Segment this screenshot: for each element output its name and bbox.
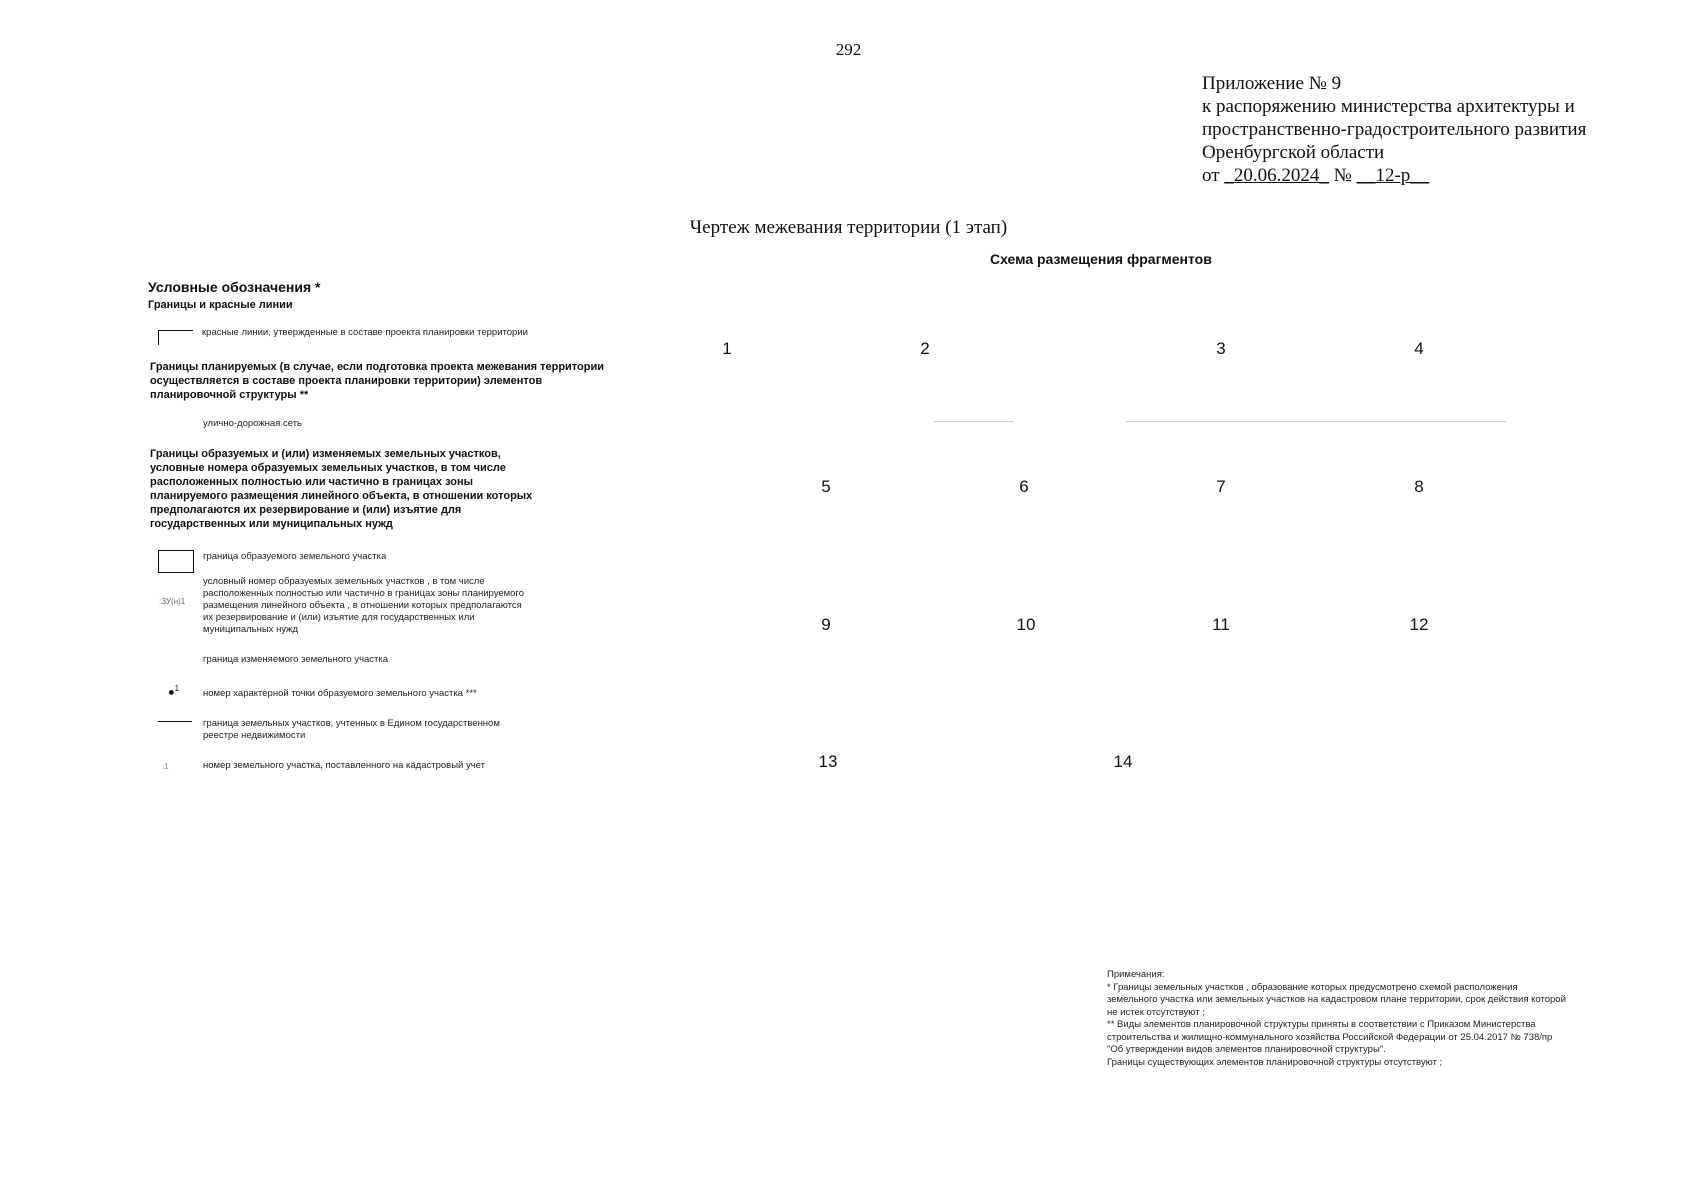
formed-parcel-label: граница образуемого земельного участка bbox=[203, 551, 387, 562]
red-lines-symbol bbox=[158, 330, 193, 345]
point-number-label: номер характерной точки образуемого земельного участка *** bbox=[203, 688, 477, 699]
scheme-title: Схема размещения фрагментов bbox=[990, 251, 1212, 267]
appendix-line2: к распоряжению министерства архитектуры и bbox=[1202, 96, 1575, 117]
number-prefix: № bbox=[1333, 165, 1352, 186]
changed-parcel-label: граница изменяемого земельного участка bbox=[203, 654, 389, 665]
conditional-number-symbol: :ЗУ(н)1 bbox=[159, 597, 186, 606]
fragment-14: 14 bbox=[1113, 752, 1133, 771]
notes-block bbox=[1107, 969, 1567, 1069]
fragment-1: 1 bbox=[722, 339, 732, 358]
fragment-7: 7 bbox=[1216, 477, 1226, 496]
point-number-symbol: ●$^1$ bbox=[168, 684, 180, 699]
page-number: 292 bbox=[835, 40, 862, 59]
notes-title: Примечания: bbox=[1107, 969, 1165, 980]
faint-line bbox=[934, 421, 1014, 422]
note-3: Границы существующих элементов планировочной структуры отсутствуют ; bbox=[1107, 1056, 1443, 1068]
fragment-12: 12 bbox=[1409, 615, 1429, 634]
legend-title: Условные обозначения * bbox=[148, 279, 321, 295]
note-1: * Границы земельных участков , образование которых предусмотрено схемой расположения земельного участка или земельных участков на кадастровом плане территории, срок действия которой не истек отсутствуют ; bbox=[1107, 981, 1566, 1018]
fragment-5: 5 bbox=[821, 477, 831, 496]
legend-subtitle: Границы и красные линии bbox=[148, 299, 293, 311]
fragment-10: 10 bbox=[1016, 615, 1036, 634]
order-number: __12-р__ bbox=[1356, 165, 1430, 186]
fragment-13: 13 bbox=[818, 752, 838, 771]
red-lines-label: красные линии, утвержденные в составе проекта планировки территории bbox=[202, 327, 528, 338]
point-number-sup: 1 bbox=[174, 684, 180, 693]
parcels-heading: Границы образуемых и (или) изменяемых земельных участков, условные номера образуемых земельных участков, в том числе расположенных полностью или частично в границах зоны планируемого размещения линейного объекта, в отношении которых предполагаются их резервирование и (или) изъятие для государственных или муниципальных нужд bbox=[150, 448, 533, 530]
planned-structure-heading: Границы планируемых (в случае, если подготовка проекта межевания территории осуществляется в составе проекта планировки территории) элементов планировочной структуры ** bbox=[150, 361, 605, 401]
appendix-line1: Приложение № 9 bbox=[1202, 73, 1342, 94]
fragment-8: 8 bbox=[1414, 477, 1424, 496]
conditional-number-label: условный номер образуемых земельных участков , в том числе расположенных полностью или частично в границах зоны планируемого размещения линейного объекта , в отношении которых предполагаются их резервирование и (или) изъятие для государственных или муниципальных нужд bbox=[203, 576, 524, 635]
street-network-label: улично-дорожная сеть bbox=[203, 418, 303, 429]
registered-border-label: граница земельных участков, учтенных в Едином государственном реестре недвижимости bbox=[203, 718, 500, 741]
fragment-3: 3 bbox=[1216, 339, 1226, 358]
order-date: _20.06.2024_ bbox=[1224, 165, 1329, 186]
faint-line bbox=[1126, 421, 1506, 422]
fragment-2: 2 bbox=[920, 339, 930, 358]
appendix-date-line bbox=[1202, 164, 1586, 187]
cadastral-number-label: номер земельного участка, поставленного на кадастровый учет bbox=[203, 760, 485, 771]
appendix-line4: Оренбургской области bbox=[1202, 142, 1385, 163]
cadastral-number-symbol: :1 bbox=[162, 762, 169, 771]
drawing-title: Чертеж межевания территории (1 этап) bbox=[689, 217, 1008, 238]
registered-border-symbol bbox=[158, 721, 192, 722]
fragment-9: 9 bbox=[821, 615, 831, 634]
note-2: ** Виды элементов планировочной структуры приняты в соответствии с Приказом Министерства строительства и жилищно-коммунального хозяйства Российской Федерации от 25.04.2017 № 738/пр "Об утверждении видов элементов планировочной структуры". bbox=[1107, 1019, 1553, 1055]
appendix-line3: пространственно-градостроительного развития bbox=[1202, 119, 1587, 140]
fragment-4: 4 bbox=[1414, 339, 1424, 358]
fragment-6: 6 bbox=[1019, 477, 1029, 496]
fragment-11: 11 bbox=[1212, 615, 1230, 634]
formed-parcel-symbol bbox=[158, 550, 194, 573]
date-prefix: от bbox=[1202, 165, 1220, 186]
appendix-header bbox=[1202, 72, 1586, 187]
